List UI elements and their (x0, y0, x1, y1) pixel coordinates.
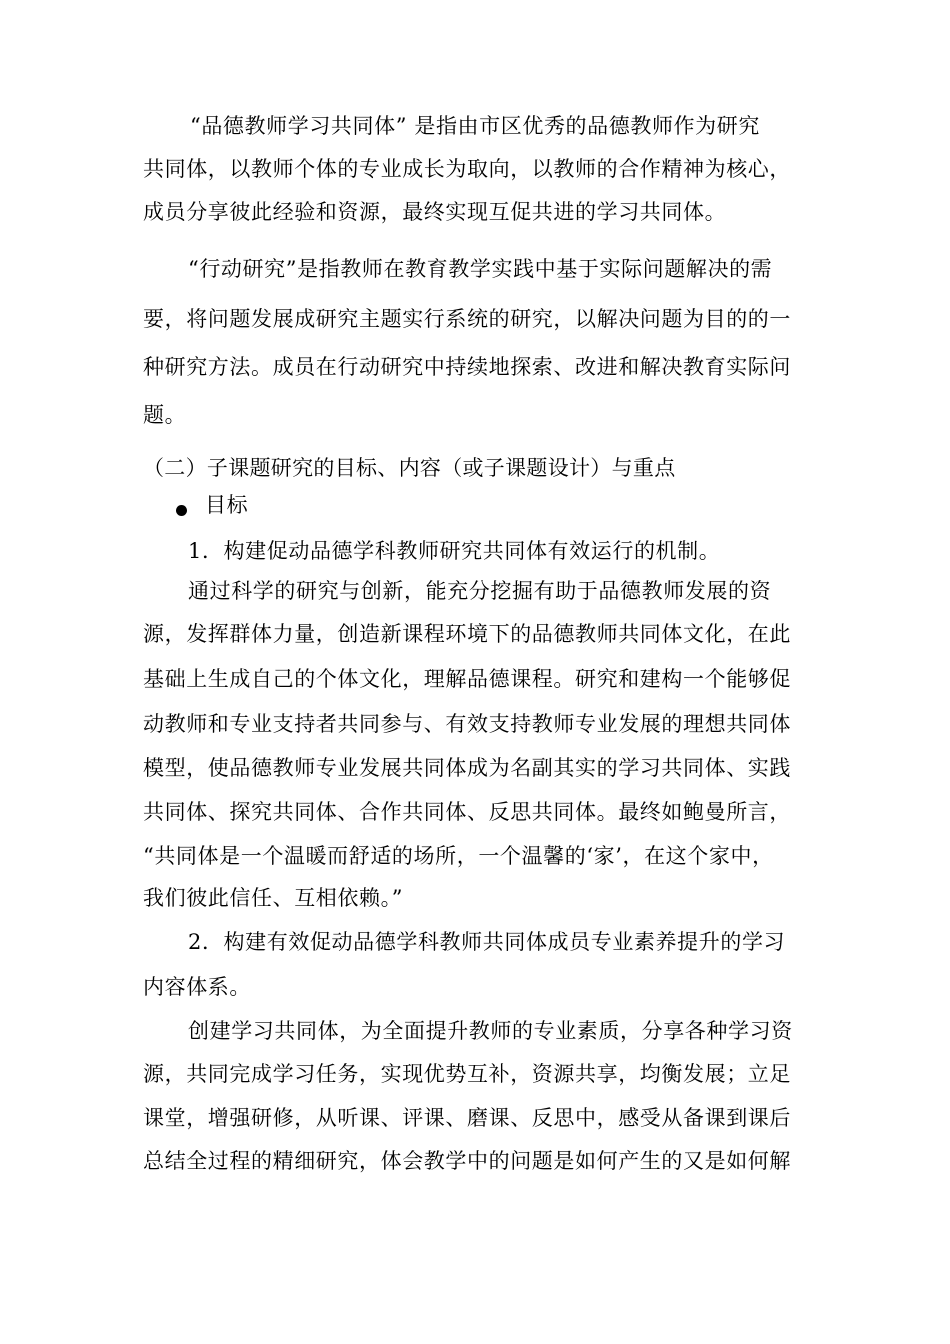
bullet-icon (176, 505, 187, 516)
para3-line-4: 动教师和专业支持者共同参与、有效支持教师专业发展的理想共同体 (143, 712, 791, 736)
para3-line-3: 基础上生成自己的个体文化，理解品德课程。研究和建构一个能够促 (143, 667, 791, 691)
para3-line-6: 共同体、探究共同体、合作共同体、反思共同体。最终如鲍曼所言， (143, 800, 791, 824)
para3-line-5: 模型，使品德教师专业发展共同体成为名副其实的学习共同体、实践 (143, 756, 791, 780)
para4-line-1: 创建学习共同体，为全面提升教师的专业素质，分享各种学习资 (188, 1019, 793, 1043)
para2-line-1: “行动研究”是指教师在教育教学实践中基于实际问题解决的需 (188, 257, 773, 281)
para1-line-1: “品德教师学习共同体” 是指由市区优秀的品德教师作为研究 (190, 114, 760, 138)
item2-heading-line-1: 2．构建有效促动品德学科教师共同体成员专业素养提升的学习 (188, 930, 786, 954)
para1-line-3: 成员分享彼此经验和资源，最终实现互促共进的学习共同体。 (143, 200, 727, 224)
item2-heading-line-2: 内容体系。 (143, 975, 251, 999)
para4-line-2: 源，共同完成学习任务，实现优势互补，资源共享，均衡发展；立足 (143, 1062, 791, 1086)
para3-line-1: 通过科学的研究与创新，能充分挖掘有助于品德教师发展的资 (188, 579, 772, 603)
para4-line-4: 总结全过程的精细研究，体会教学中的问题是如何产生的又是如何解 (143, 1149, 791, 1173)
para2-line-2: 要，将问题发展成研究主题实行系统的研究，以解决问题为目的的一 (143, 307, 791, 331)
para3-line-7: “共同体是一个温暖而舒适的场所，一个温馨的‘家’，在这个家中， (143, 844, 774, 868)
para2-line-4: 题。 (143, 403, 187, 427)
para4-line-3: 课堂，增强研修，从听课、评课、磨课、反思中，感受从备课到课后 (143, 1106, 791, 1130)
para3-line-8: 我们彼此信任、互相依赖。” (143, 886, 404, 910)
bullet-label: 目标 (205, 493, 249, 517)
section-heading: （二）子课题研究的目标、内容（或子课题设计）与重点 (143, 456, 676, 480)
para3-line-2: 源，发挥群体力量，创造新课程环境下的品德教师共同体文化，在此 (143, 622, 791, 646)
item1-heading: 1．构建促动品德学科教师研究共同体有效运行的机制。 (188, 539, 721, 563)
para2-line-3: 种研究方法。成员在行动研究中持续地探索、改进和解决教育实际问 (143, 355, 791, 379)
para1-line-2: 共同体，以教师个体的专业成长为取向，以教师的合作精神为核心， (143, 157, 791, 181)
